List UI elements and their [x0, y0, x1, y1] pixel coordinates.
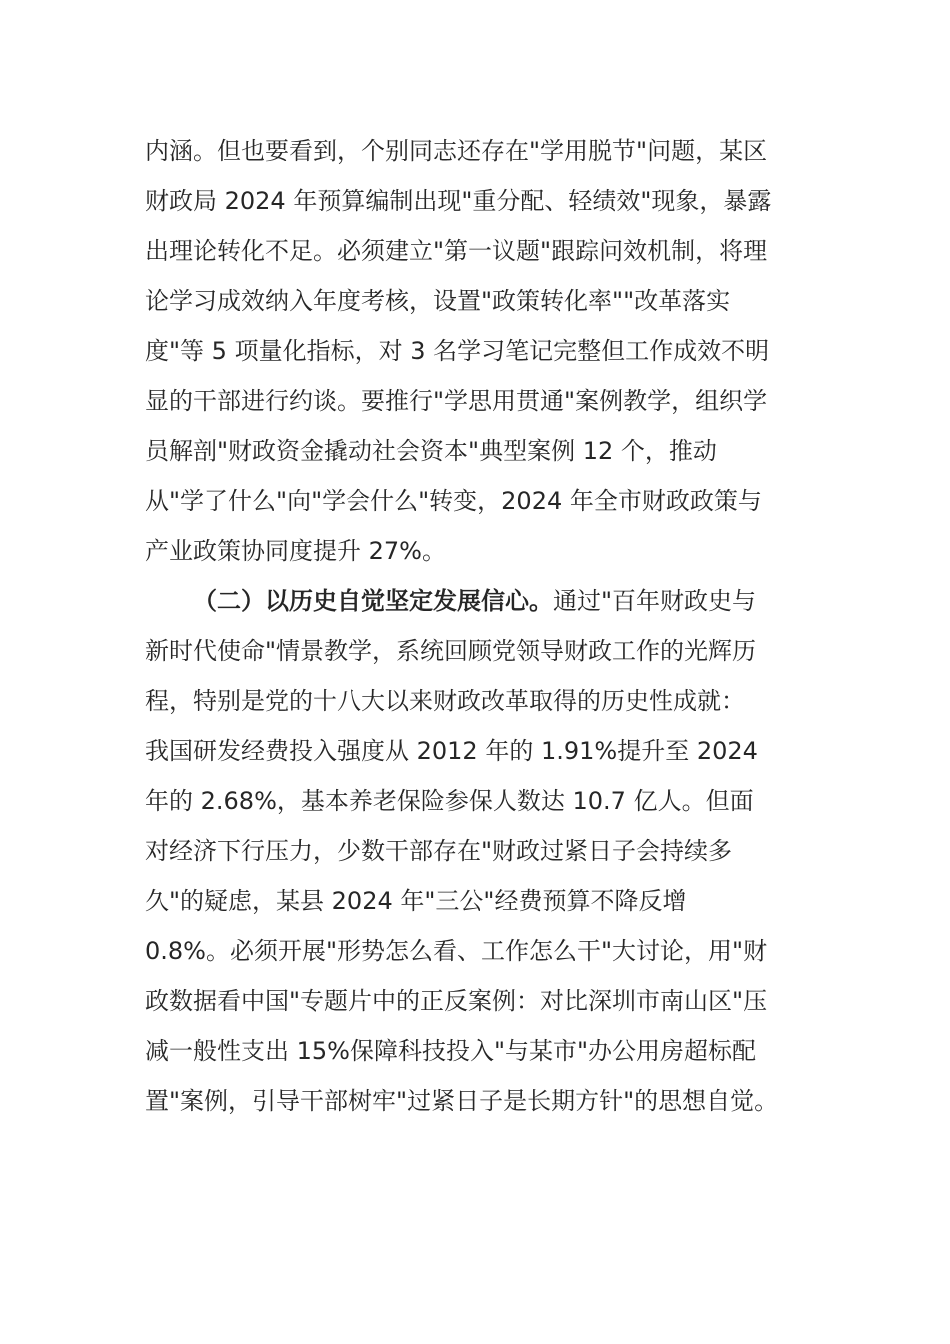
text-line: 减一般性支出 15%保障科技投入"与某市"办公用房超标配 — [145, 1037, 757, 1065]
text-line: 员解剖"财政资金撬动社会资本"典型案例 12 个，推动 — [145, 437, 717, 465]
text-line: 对经济下行压力，少数干部存在"财政过紧日子会持续多 — [145, 837, 733, 865]
text-line: 久"的疑虑，某县 2024 年"三公"经费预算不降反增 — [145, 887, 687, 915]
text-line: 显的干部进行约谈。要推行"学思用贯通"案例教学，组织学 — [145, 387, 768, 415]
section-heading-line — [193, 576, 756, 626]
text-line: 度"等 5 项量化指标，对 3 名学习笔记完整但工作成效不明 — [145, 337, 770, 365]
section-heading: （二）以历史自觉坚定发展信心。 — [193, 587, 553, 615]
text-line: 内涵。但也要看到，个别同志还存在"学用脱节"问题，某区 — [145, 137, 768, 165]
text-line: 论学习成效纳入年度考核，设置"政策转化率""改革落实 — [145, 287, 731, 315]
text-line: 出理论转化不足。必须建立"第一议题"跟踪问效机制，将理 — [145, 237, 768, 265]
text-line: 0.8%。必须开展"形势怎么看、工作怎么干"大讨论，用"财 — [145, 937, 768, 965]
text-line: 从"学了什么"向"学会什么"转变，2024 年全市财政政策与 — [145, 487, 762, 515]
text-line: 政数据看中国"专题片中的正反案例：对比深圳市南山区"压 — [145, 987, 768, 1015]
section-heading-continuation: 通过"百年财政史与 — [553, 587, 757, 615]
text-line: 新时代使命"情景教学，系统回顾党领导财政工作的光辉历 — [145, 637, 757, 665]
text-line: 产业政策协同度提升 27%。 — [145, 537, 446, 565]
text-line: 财政局 2024 年预算编制出现"重分配、轻绩效"现象，暴露 — [145, 187, 772, 215]
text-line: 年的 2.68%，基本养老保险参保人数达 10.7 亿人。但面 — [145, 787, 754, 815]
text-line: 程，特别是党的十八大以来财政改革取得的历史性成就： — [145, 687, 745, 715]
text-line: 我国研发经费投入强度从 2012 年的 1.91%提升至 2024 — [145, 737, 758, 765]
text-line: 置"案例，引导干部树牢"过紧日子是长期方针"的思想自觉。 — [145, 1087, 779, 1115]
